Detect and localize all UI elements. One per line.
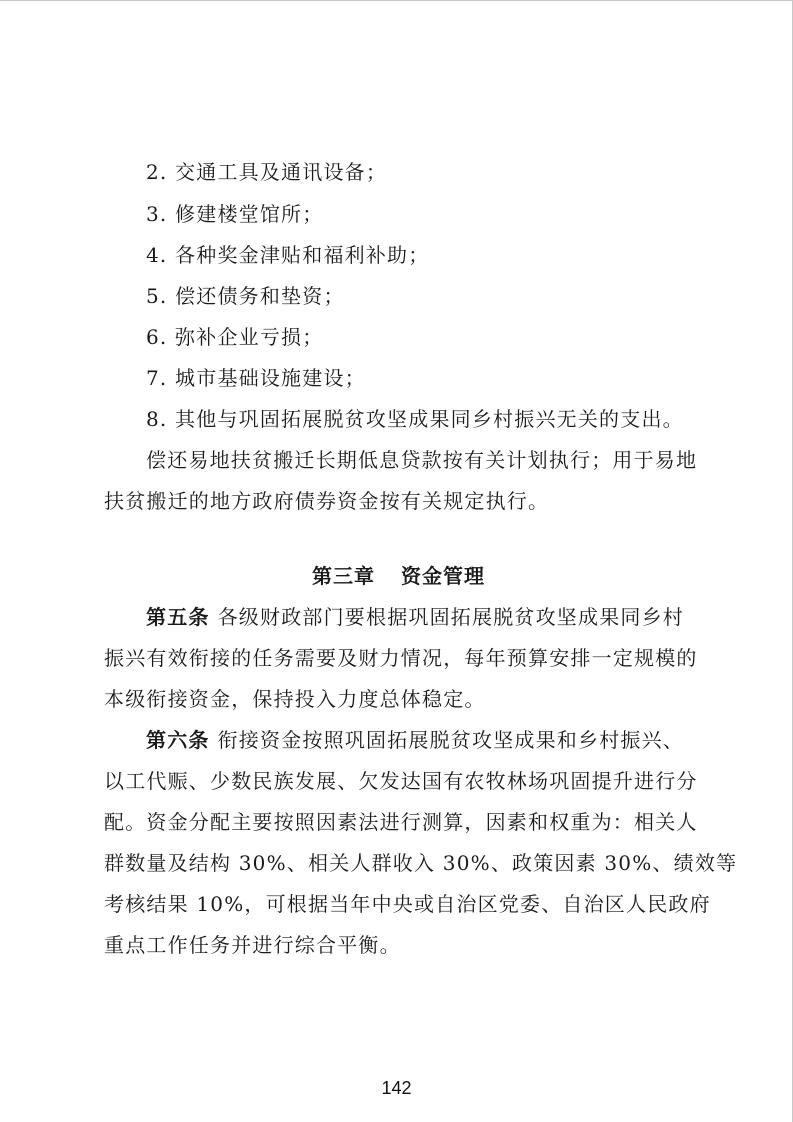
article6-line-6: 重点工作任务并进行综合平衡。	[104, 933, 401, 957]
article5-label: 第五条	[146, 605, 210, 629]
list-item-6: 6. 弥补企业亏损；	[146, 325, 324, 349]
list-item-8: 8. 其他与巩固拓展脱贫攻坚成果同乡村振兴无关的支出。	[146, 407, 684, 431]
article5-text-1: 各级财政部门要根据巩固拓展脱贫攻坚成果同乡村	[217, 605, 685, 629]
article6-line-1	[146, 727, 684, 753]
article6-line-4: 群数量及结构 30%、相关人群收入 30%、政策因素 30%、绩效等	[104, 851, 738, 875]
chapter-heading	[312, 563, 485, 589]
article5-line-1	[146, 604, 684, 630]
list-item-2: 2. 交通工具及通讯设备；	[146, 160, 388, 184]
chapter-title: 资金管理	[401, 564, 485, 588]
list-item-3: 3. 修建楼堂馆所；	[146, 202, 324, 226]
paragraph-line-1: 偿还易地扶贫搬迁长期低息贷款按有关计划执行；用于易地	[146, 448, 698, 472]
article6-line-2: 以工代赈、少数民族发展、欠发达国有农牧林场巩固提升进行分	[104, 769, 698, 793]
list-item-5: 5. 偿还债务和垫资；	[146, 284, 345, 308]
article5-line-2: 振兴有效衔接的任务需要及财力情况，每年预算安排一定规模的	[104, 646, 698, 670]
article6-label: 第六条	[146, 728, 210, 752]
article6-line-5: 考核结果 10%，可根据当年中央或自治区党委、自治区人民政府	[104, 892, 711, 916]
paragraph-line-2: 扶贫搬迁的地方政府债券资金按有关规定执行。	[104, 489, 550, 513]
article6-line-3: 配。资金分配主要按照因素法进行测算，因素和权重为：相关人	[104, 810, 698, 834]
list-item-4: 4. 各种奖金津贴和福利补助；	[146, 243, 430, 267]
article6-text-1: 衔接资金按照巩固拓展脱贫攻坚成果和乡村振兴、	[217, 728, 685, 752]
page-number: 142	[381, 1078, 412, 1098]
list-item-7: 7. 城市基础设施建设；	[146, 366, 366, 390]
article5-line-3: 本级衔接资金，保持投入力度总体稳定。	[104, 687, 486, 711]
chapter-number: 第三章	[312, 564, 375, 588]
